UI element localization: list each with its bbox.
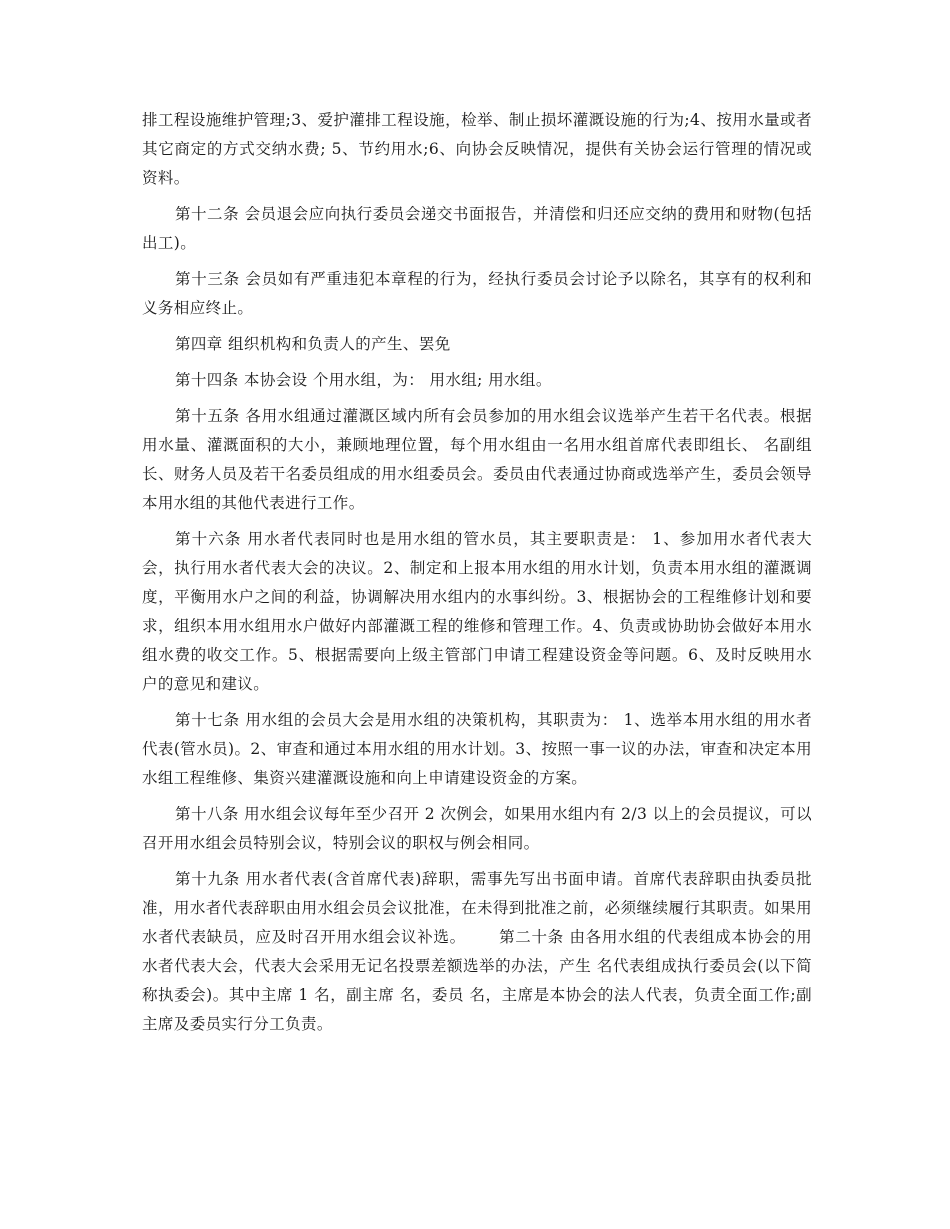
chapter-heading-4: 第四章 组织机构和负责人的产生、罢免 xyxy=(175,335,451,353)
document-body xyxy=(142,106,812,1046)
article-20-text: 第二十条 由各用水组的代表组成本协会的用水者代表大会，代表大会采用无记名投票差额选举的办法，产生 名代表组成执行委员会(以下简称执委会)。其中主席 1 名，副主席 名，委员 名，主席是本协会的法人代表，负责全面工作;副主席及委员实行分工负责。 xyxy=(142,928,812,1033)
article-19-text: 第十九条 用水者代表(含首席代表)辞职，需事先写出书面申请。首席代表辞职由执委员批准，用水者代表辞职由用水组会员会议批准，在未得到批准之前，必须继续履行其职责。如果用水者代表缺员，应及时召开用水组会议补选。 xyxy=(142,870,812,946)
paragraph-continuation: 排工程设施维护管理;3、爱护灌排工程设施，检举、制止损坏灌溉设施的行为;4、按用水量或者其它商定的方式交纳水费; 5、节约用水;6、向协会反映情况，提供有关协会运行管理的情况或资料。 xyxy=(142,111,812,187)
paragraph-article-13: 第十三条 会员如有严重违犯本章程的行为，经执行委员会讨论予以除名，其享有的权利和义务相应终止。 xyxy=(142,270,812,317)
paragraph-article-15: 第十五条 各用水组通过灌溉区域内所有会员参加的用水组会议选举产生若干名代表。根据用水量、灌溉面积的大小，兼顾地理位置，每个用水组由一名用水组首席代表即组长、 名副组长、财务人员及若干名委员组成的用水组委员会。委员由代表通过协商或选举产生，委员会领导本用水组的其他代表进行工作。 xyxy=(142,407,812,512)
paragraph-article-17: 第十七条 用水组的会员大会是用水组的决策机构，其职责为： 1、选举本用水组的用水者代表(管水员)。2、审查和通过本用水组的用水计划。3、按照一事一议的办法，审查和决定本用水组工程维修、集资兴建灌溉设施和向上申请建设资金的方案。 xyxy=(142,711,812,787)
paragraph-article-18: 第十八条 用水组会议每年至少召开 2 次例会，如果用水组内有 2/3 以上的会员提议，可以召开用水组会员特别会议，特别会议的职权与例会相同。 xyxy=(142,805,812,852)
paragraph-article-16: 第十六条 用水者代表同时也是用水组的管水员，其主要职责是： 1、参加用水者代表大会，执行用水者代表大会的决议。2、制定和上报本用水组的用水计划，负责本用水组的灌溉调度，平衡用水户之间的利益，协调解决用水组内的水事纠纷。3、根据协会的工程维修计划和要求，组织本用水组用水户做好内部灌溉工程的维修和管理工作。4、负责或协助协会做好本用水组水费的收交工作。5、根据需要向上级主管部门申请工程建设资金等问题。6、及时反映用水户的意见和建议。 xyxy=(142,530,812,693)
paragraph-article-14: 第十四条 本协会设 个用水组，为： 用水组; 用水组。 xyxy=(175,371,552,389)
paragraph-article-12: 第十二条 会员退会应向执行委员会递交书面报告，并清偿和归还应交纳的费用和财物(包括出工)。 xyxy=(142,205,812,252)
paragraph-article-19-20 xyxy=(142,865,812,1039)
